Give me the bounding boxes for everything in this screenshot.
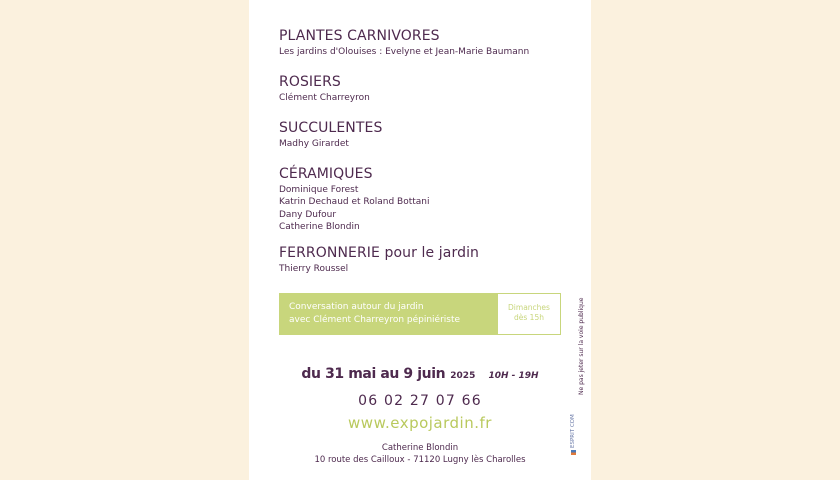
brand-name: ESPRIT COM [570, 414, 576, 448]
section-title [279, 245, 479, 261]
section-succulentes [279, 120, 382, 150]
brand-logo-icon [571, 450, 576, 455]
section-plantes-carnivores [279, 28, 529, 58]
section-title: CÉRAMIQUES [279, 166, 373, 182]
banner-line: Conversation autour du jardin [289, 302, 424, 312]
opening-hours: 10H - 19H [488, 371, 539, 381]
section-ferronnerie [279, 245, 479, 275]
flyer-page [249, 0, 591, 480]
disposal-notice: Ne pas jeter sur la voie publique [578, 297, 585, 395]
section-title: PLANTES CARNIVORES [279, 28, 440, 44]
schedule-day: Dimanches [508, 303, 550, 312]
phone-number: 06 02 27 07 66 [358, 393, 482, 409]
exhibitor-name: Thierry Roussel [279, 264, 349, 274]
section-ceramiques [279, 166, 430, 234]
schedule-time: dès 15h [514, 313, 544, 322]
exhibitor-name: Dany Dufour [279, 209, 337, 220]
date-range: du 31 mai au 9 juin [301, 366, 446, 382]
event-year: 2025 [450, 371, 476, 381]
section-title: SUCCULENTES [279, 120, 383, 136]
section-title-suffix: pour le jardin [379, 245, 480, 261]
conversation-banner [279, 293, 561, 335]
banner-schedule [497, 293, 561, 335]
printer-brand [570, 414, 576, 455]
exhibitor-name: Clément Charreyron [279, 93, 370, 103]
section-rosiers [279, 74, 370, 104]
contact-address: 10 route des Cailloux - 71120 Lugny lès Charolles [314, 455, 526, 465]
banner-line: avec Clément Charreyron pépiniériste [289, 315, 461, 325]
section-title: ROSIERS [279, 74, 341, 90]
exhibitor-name: Madhy Girardet [279, 139, 349, 149]
exhibitor-name: Les jardins d'Olouises : Evelyne et Jean-Marie Baumann [279, 47, 530, 57]
website-link[interactable]: www.expojardin.fr [348, 414, 492, 432]
exhibitor-name: Catherine Blondin [279, 222, 360, 233]
section-title-main: FERRONNERIE [279, 245, 380, 261]
exhibitor-name: Dominique Forest [279, 185, 359, 195]
contact-name: Catherine Blondin [381, 443, 459, 453]
contact-block [249, 442, 591, 466]
banner-main [279, 293, 497, 335]
event-dates [249, 363, 591, 382]
exhibitor-name: Katrin Dechaud et Roland Bottani [279, 197, 430, 208]
